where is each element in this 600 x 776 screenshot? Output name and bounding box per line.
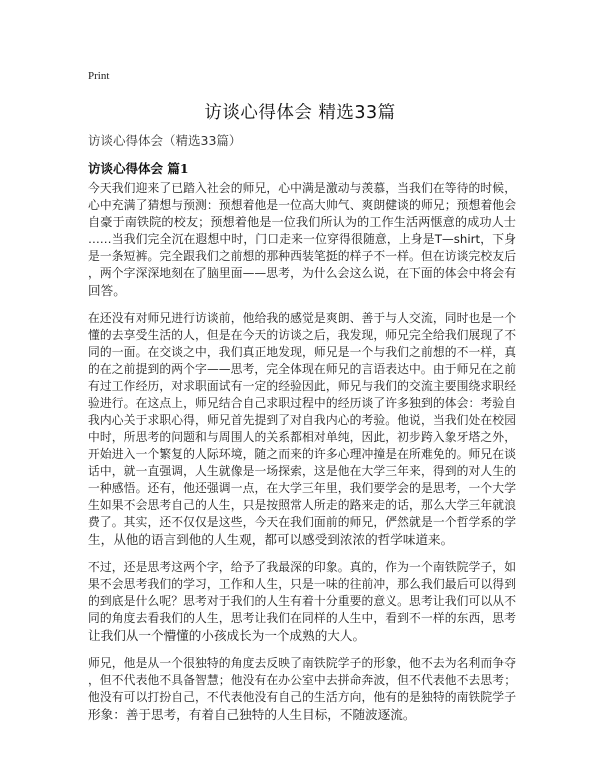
document-title: 访谈心得体会 精选33篇	[204, 103, 396, 123]
text-line: 费了。其实，还不仅仅是这些，今天在我们面前的师兄，俨然就是一个哲学系的学	[88, 515, 516, 529]
paragraph	[88, 559, 516, 644]
text-line: 不过，还是思考这两个字，给予了我最深的印象。真的，作为一个南铁院学子，如	[88, 560, 516, 574]
text-line: 在还没有对师兄进行访谈前，他给我的感觉是爽朗、善于与人交流，同时也是一个	[88, 311, 516, 325]
text-line: 的在之前提到的两个字——思考，完全体现在师兄的言语表达中。由于师兄在之前	[88, 362, 516, 376]
text-line: 形象：善于思考，有着自己独特的人生目标，不随波逐流。	[88, 707, 416, 722]
text-line: 我内心关于求职心得，师兄首先提到了对自我内心的考验。他说，当我们处在校园	[88, 413, 516, 427]
paragraph	[88, 310, 516, 548]
text-line: 验进行。在这点上，师兄结合自己求职过程中的经历谈了许多独到的体会：考验自	[88, 396, 516, 410]
text-line: 懂的去享受生活的人，但是在今天的访谈之后，我发现，师兄完全给我们展现了不	[88, 328, 516, 342]
text-line: 今天我们迎来了已踏入社会的师兄，心中满是激动与羡慕，当我们在等待的时候，	[88, 181, 516, 195]
text-line: ，两个字深深地刻在了脑里面——思考，为什么会这么说，在下面的体会中将会有	[88, 266, 516, 280]
text-line: 自豪于南铁院的校友；预想着他是一位我们所认为的工作生活两惬意的成功人士	[88, 215, 516, 229]
text-line: 他没有可以打扮自己，不代表他没有自己的生活方向，他有的是独特的南铁院学子	[88, 690, 516, 704]
text-line: 让我们从一个懵懂的小孩成长为一个成熟的大人。	[88, 628, 366, 643]
text-line: 果不会思考我们的学习，工作和人生，只是一味的往前冲，那么我们最后可以得到	[88, 577, 516, 591]
text-line: 的到底是什么呢？思考对于我们的人生有着十分重要的意义。思考让我们可以从不	[88, 594, 516, 608]
text-line: 话中，就一直强调，人生就像是一场探索，这是他在大学三年来，得到的对人生的	[88, 464, 516, 478]
text-line: 一种感悟。还有，他还强调一点，在大学三年里，我们要学会的是思考，一个大学	[88, 481, 516, 495]
text-line: 开始进入一个繁复的人际环境，随之而来的许多心理冲撞是在所难免的。师兄在谈	[88, 447, 516, 461]
text-line: ……当我们完全沉在遐想中时，门口走来一位穿得很随意，上身是T—shirt，下身	[88, 232, 516, 246]
text-line: 师兄，他是从一个很独特的角度去反映了南铁院学子的形象，他不去为名利而争夺	[88, 656, 516, 670]
text-line: 有过工作经历，对求职面试有一定的经验因此，师兄与我们的交流主要围绕求职经	[88, 379, 516, 393]
text-line: 生如果不会思考自己的人生，只是按照常人所走的路来走的话，那么大学三年就浪	[88, 498, 516, 512]
text-line: 生，从他的语言到他的人生观，都可以感受到浓浓的哲学味道来。	[88, 532, 454, 547]
text-line: 心中充满了猜想与预测：预想着他是一位高大帅气、爽朗健谈的师兄；预想着他会	[88, 198, 516, 212]
text-line: ，但不代表他不具备智慧；他没有在办公室中去拼命奔波，但不代表他不去思考；	[88, 673, 516, 687]
text-line: 同的一面。在交谈之中，我们真正地发现，师兄是一个与我们之前想的不一样，真	[88, 345, 516, 359]
paragraph	[88, 655, 516, 723]
text-line: 中时，所思考的问题和与周围人的关系都相对单纯，因此，初步跨入象牙塔之外，	[88, 430, 516, 444]
article-body	[88, 180, 516, 734]
section-heading: 访谈心得体会 篇1	[88, 161, 189, 176]
paragraph	[88, 180, 516, 299]
text-line: 回答。	[88, 283, 126, 298]
text-line: 同的角度去看我们的人生，思考让我们在同样的人生中，看到不一样的东西，思考	[88, 611, 516, 625]
text-line: 是一条短裤。完全跟我们之前想的那种西装笔挺的样子不一样。但在访谈完校友后	[88, 249, 516, 263]
document-subtitle: 访谈心得体会（精选33篇）	[88, 133, 242, 148]
print-label: Print	[88, 70, 110, 82]
